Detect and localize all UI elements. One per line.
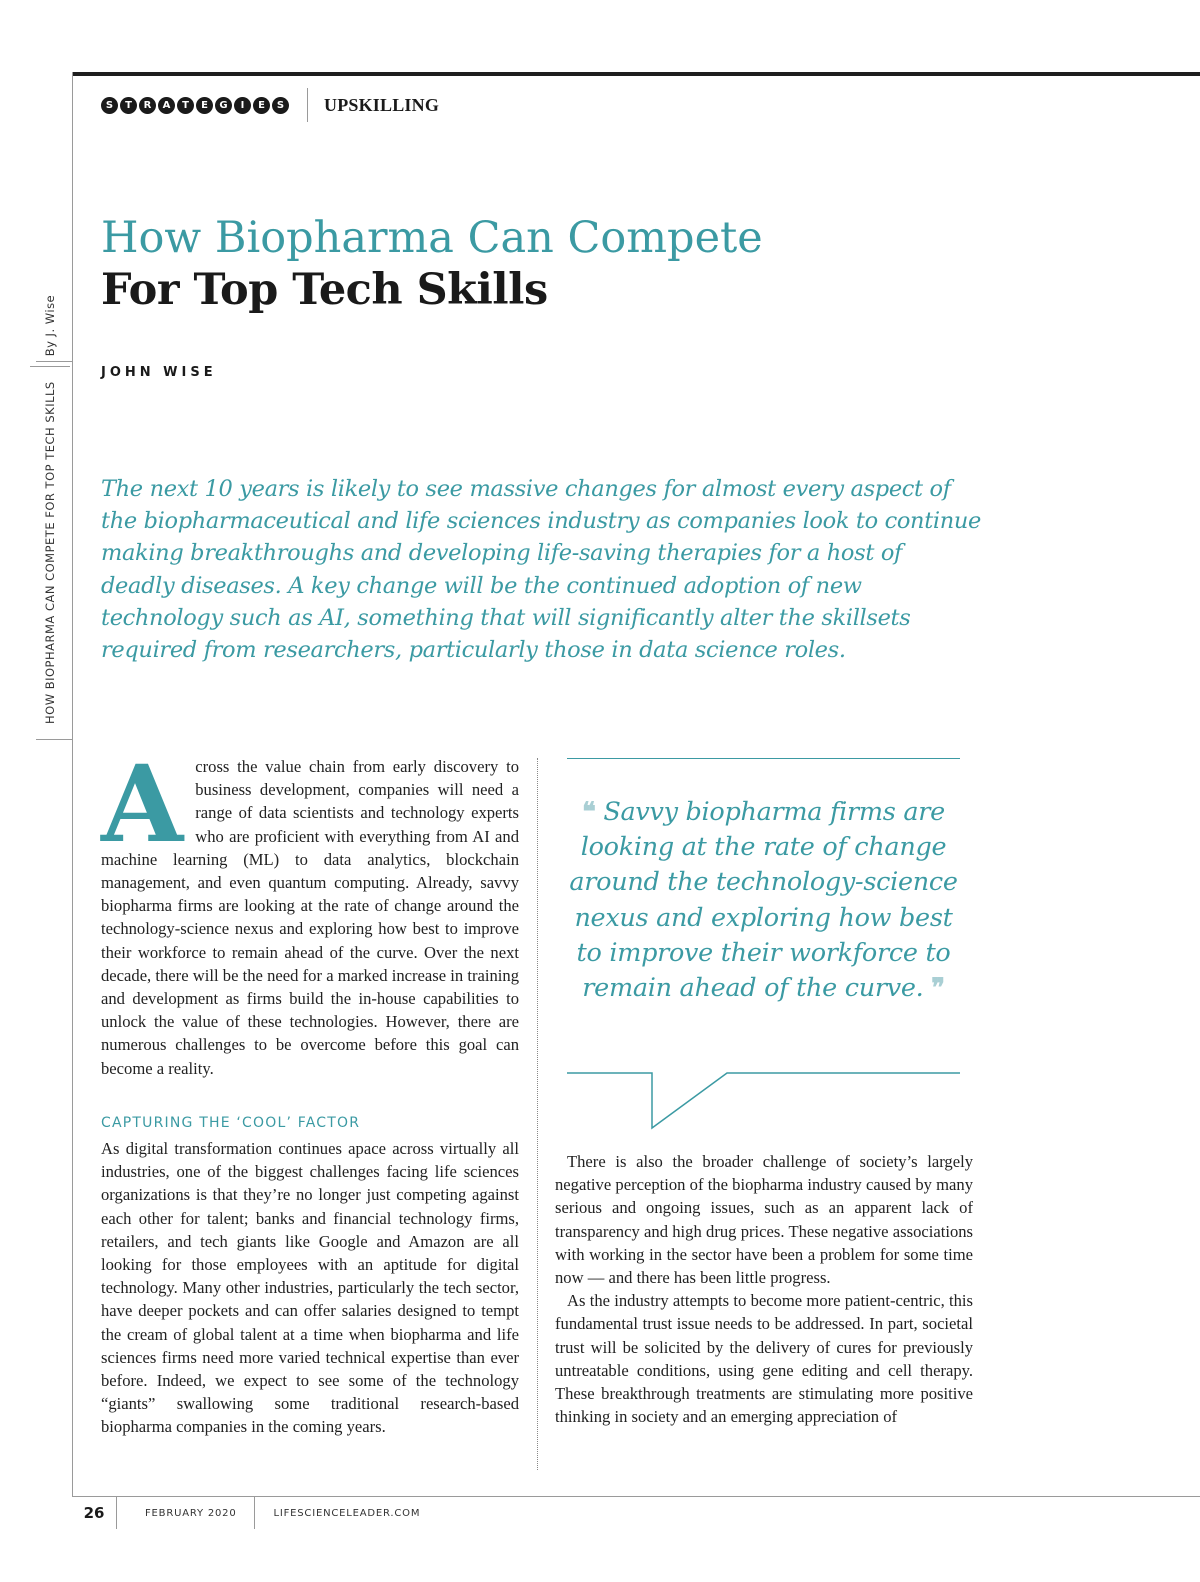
section-letter: E — [253, 97, 270, 114]
pull-quote — [567, 795, 960, 1006]
section-letter: A — [158, 97, 175, 114]
intro-paragraph — [101, 741, 519, 1080]
department-label: UPSKILLING — [324, 94, 440, 115]
drop-cap: A — [101, 741, 184, 866]
section-letter: S — [101, 97, 118, 114]
article-title — [101, 212, 1001, 316]
section-letter: I — [234, 97, 251, 114]
running-head-byline: By J. Wise — [43, 294, 57, 357]
page-number: 26 — [83, 1504, 105, 1522]
title-line-2: For Top Tech Skills — [101, 265, 548, 315]
title-line-1: How Biopharma Can Compete — [101, 213, 763, 263]
section-letter: S — [272, 97, 289, 114]
speech-bubble-pointer — [567, 1068, 962, 1132]
column-divider — [537, 758, 538, 1470]
open-quote-icon: ❝ — [582, 797, 596, 827]
footer-divider — [116, 1497, 117, 1529]
section-header — [101, 88, 439, 122]
section-label-strategies — [101, 97, 289, 114]
header-divider — [307, 88, 308, 122]
section-letter: T — [120, 97, 137, 114]
top-rule — [72, 72, 1200, 76]
running-head-title: HOW BIOPHARMA CAN COMPETE FOR TOP TECH SKILLS — [43, 381, 57, 724]
body-paragraph: As digital transformation continues apace across virtually all industries, one of the biggest challenges facing life sciences organizations is that they’re no longer just competing against each other for talent; banks and financial technology firms, retailers, and tech giants like Google and Amazon are all looking for those employees with an aptitude for digital technology. Many other industries, particularly the tech sector, have deeper pockets and can offer salaries designed to tempt the cream of global talent at a time when biopharma and life sciences firms need more varied technical expertise than ever before. Indeed, we expect to see some of the technology “giants” swallowing some traditional research-based biopharma companies in the coming years. — [101, 1139, 519, 1437]
pull-quote-text: Savvy biopharma firms are looking at the rate of change around the technology-science nexus and exploring how best to improve their workforce to remain ahead of the curve. — [569, 797, 958, 1004]
running-head-divider — [30, 366, 70, 367]
article-deck: The next 10 years is likely to see massive changes for almost every aspect of the biopharmaceutical and life sciences industry as companies look to continue making breakthroughs and developing life-saving therapies for a host of deadly diseases. A key change will be the continued adoption of new technology such as AI, something that will significantly alter the skillsets required from researchers, particularly those in data science roles. — [101, 476, 981, 664]
pullquote-top-rule — [567, 758, 960, 759]
website-link[interactable]: LIFESCIENCELEADER.COM — [273, 1507, 421, 1519]
section-letter: G — [215, 97, 232, 114]
section-letter: T — [177, 97, 194, 114]
section-letter: R — [139, 97, 156, 114]
body-paragraph: As the industry attempts to become more patient-centric, this fundamental trust issue needs to be addressed. In part, societal trust will be solicited by the delivery of cures for previously untreatable conditions, using gene editing and cell therapy. These breakthrough treatments are stimulating more positive thinking in society and an emerging appreciation of — [555, 1291, 973, 1427]
author-byline: JOHN WISE — [101, 365, 217, 380]
section-subhead: CAPTURING THE ‘COOL’ FACTOR — [101, 1114, 361, 1131]
left-column — [101, 741, 519, 1439]
issue-date: FEBRUARY 2020 — [145, 1507, 237, 1519]
body-paragraph: There is also the broader challenge of society’s largely negative perception of the biopharma industry caused by many serious and ongoing issues, such as an apparent lack of transparency and high drug prices. These negative associations with working in the sector have been a problem for some time now — and there has been little progress. — [555, 1152, 973, 1288]
intro-text: cross the value chain from early discovery to business development, companies will need a range of data scientists and technology experts who are proficient with everything from AI and machine learning (ML) to data analytics, blockchain management, and even quantum computing. Already, savvy biopharma firms are looking at the rate of change around the technology-science nexus and exploring how best to improve their workforce to remain ahead of the curve. Over the next decade, there will be the need for a marked increase in training and development as firms build the in-house capabilities to unlock the value of these technologies. However, there are numerous challenges to be overcome before this goal can become a reality. — [101, 757, 519, 1078]
close-quote-icon: ❞ — [931, 973, 945, 1004]
section-letter: E — [196, 97, 213, 114]
right-column — [555, 1150, 973, 1428]
vertical-running-head — [27, 0, 73, 740]
page-footer — [72, 1497, 420, 1529]
